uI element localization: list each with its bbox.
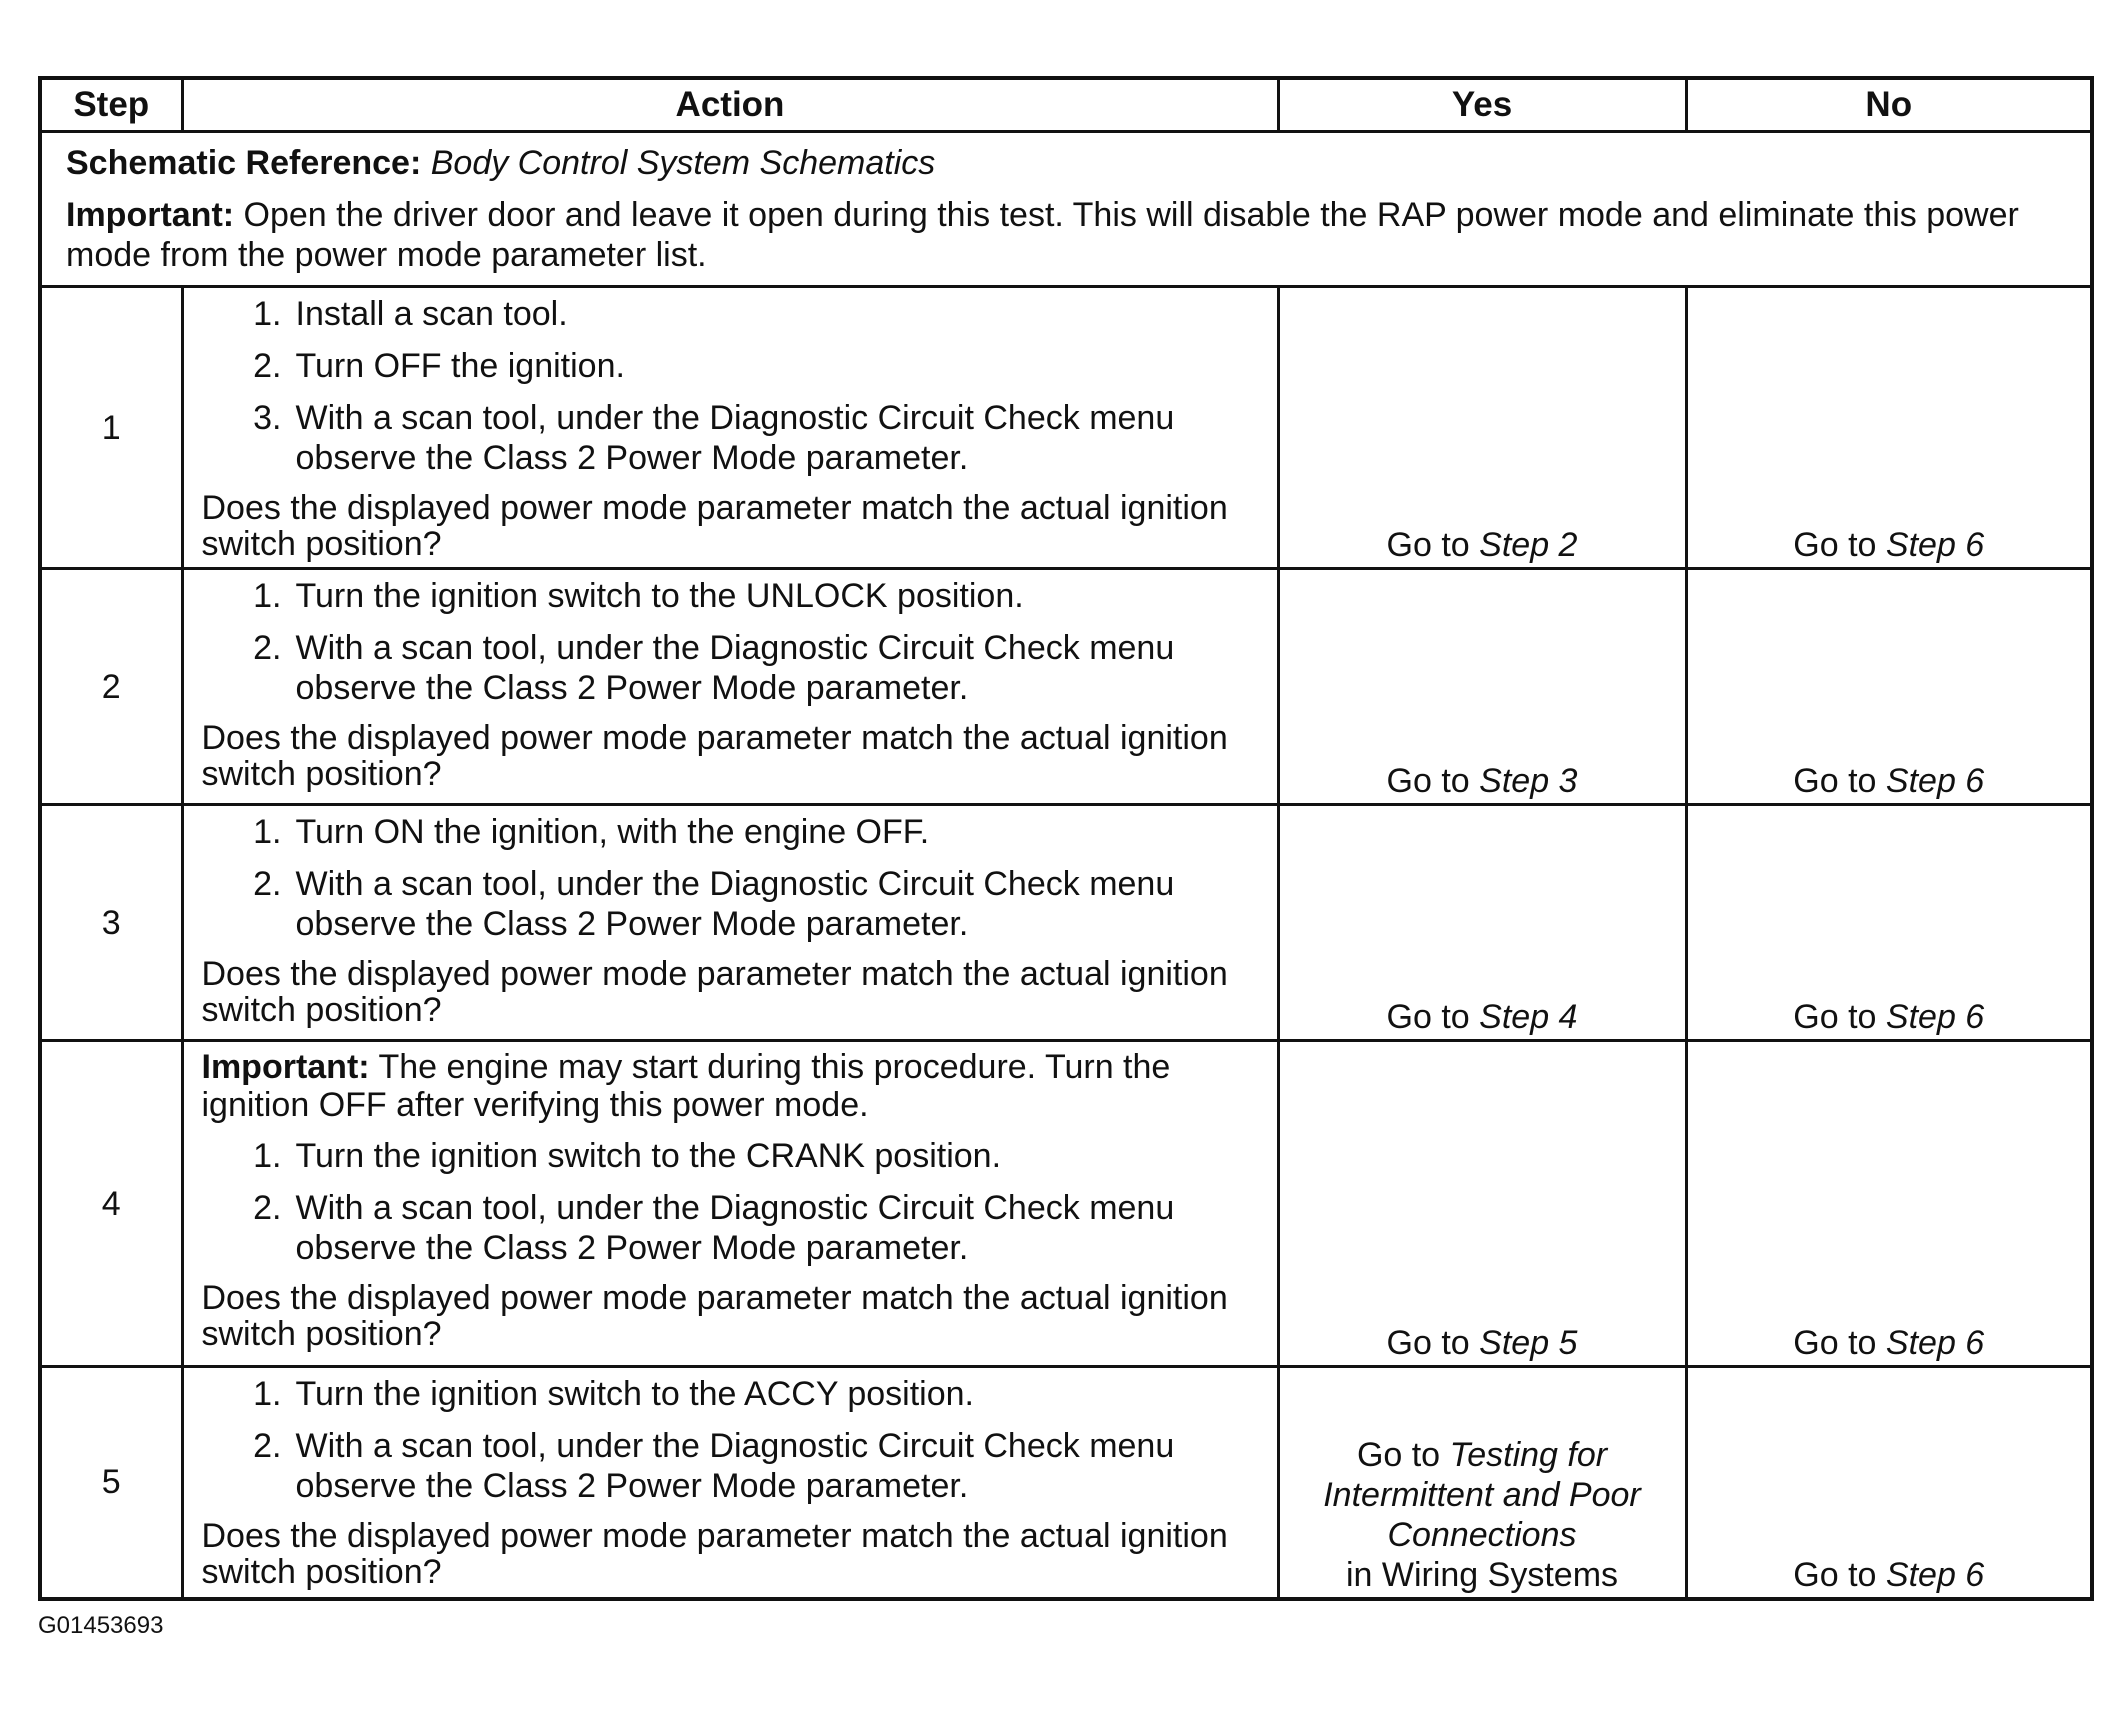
yes-goto-link[interactable]: Step 5 xyxy=(1479,1324,1578,1362)
step-number: 4 xyxy=(40,1041,182,1367)
action-item-number: 3. xyxy=(253,399,282,437)
yes-goto-link[interactable]: Step 4 xyxy=(1479,998,1578,1036)
no-cell xyxy=(1686,569,2092,805)
action-question: Does the displayed power mode parameter match the actual ignition switch position? xyxy=(201,1279,1228,1353)
header-step: Step xyxy=(40,78,182,132)
no-prefix: Go to xyxy=(1793,1555,1877,1594)
action-item-text: Turn OFF the ignition. xyxy=(295,347,625,385)
action-item xyxy=(202,346,1257,386)
header-row xyxy=(40,78,2092,132)
yes-prefix: Go to xyxy=(1386,762,1470,800)
step-row xyxy=(40,1041,2092,1367)
action-item-text: With a scan tool, under the Diagnostic Circuit Check menu observe the Class 2 Power Mode parameter. xyxy=(295,1189,1175,1267)
yes-prefix: Go to xyxy=(1386,998,1470,1036)
yes-cell xyxy=(1278,287,1686,569)
action-item-number: 1. xyxy=(253,577,282,615)
yes-cell xyxy=(1278,1041,1686,1367)
action-item-text: Install a scan tool. xyxy=(295,295,568,333)
action-item-number: 2. xyxy=(253,629,282,667)
reference-row xyxy=(40,132,2092,287)
yes-prefix: Go to xyxy=(1356,1435,1441,1474)
no-goto-link[interactable]: Step 6 xyxy=(1885,1324,1985,1362)
action-question: Does the displayed power mode parameter match the actual ignition switch position? xyxy=(201,955,1228,1029)
step-number: 3 xyxy=(40,805,182,1041)
action-item-text: Turn the ignition switch to the ACCY position. xyxy=(295,1375,974,1413)
no-cell xyxy=(1686,1367,2092,1599)
yes-cell xyxy=(1278,805,1686,1041)
action-question: Does the displayed power mode parameter match the actual ignition switch position? xyxy=(201,489,1228,563)
action-item-number: 2. xyxy=(253,1189,282,1227)
action-item-text: With a scan tool, under the Diagnostic Circuit Check menu observe the Class 2 Power Mode parameter. xyxy=(295,629,1175,707)
action-cell xyxy=(182,1041,1278,1367)
schematic-label: Schematic Reference: xyxy=(66,144,422,182)
action-item-text: Turn the ignition switch to the UNLOCK position. xyxy=(295,577,1024,615)
header-action: Action xyxy=(182,78,1278,132)
important-label: Important: xyxy=(66,196,235,234)
action-item-text: With a scan tool, under the Diagnostic Circuit Check menu observe the Class 2 Power Mode parameter. xyxy=(295,1427,1175,1505)
schematic-link[interactable]: Body Control System Schematics xyxy=(430,144,936,182)
action-item-number: 1. xyxy=(253,1137,282,1175)
action-item-number: 1. xyxy=(253,295,282,333)
action-question: Does the displayed power mode parameter match the actual ignition switch position? xyxy=(201,719,1228,793)
action-item-text: Turn ON the ignition, with the engine OFF. xyxy=(295,813,930,851)
step-number: 5 xyxy=(40,1367,182,1599)
no-goto-link[interactable]: Step 6 xyxy=(1885,526,1985,564)
action-cell xyxy=(182,1367,1278,1599)
no-prefix: Go to xyxy=(1793,762,1877,800)
action-cell xyxy=(182,805,1278,1041)
action-item-number: 1. xyxy=(253,1375,282,1413)
no-prefix: Go to xyxy=(1793,1324,1877,1362)
header-no: No xyxy=(1686,78,2092,132)
important-text: Open the driver door and leave it open during this test. This will disable the RAP power mode and eliminate this power mode from the power mode parameter list. xyxy=(66,196,2019,274)
action-item-number: 2. xyxy=(253,1427,282,1465)
step-number: 2 xyxy=(40,569,182,805)
action-item xyxy=(202,628,1257,708)
no-goto-link[interactable]: Step 6 xyxy=(1885,1555,1985,1594)
action-item-text: With a scan tool, under the Diagnostic Circuit Check menu observe the Class 2 Power Mode parameter. xyxy=(295,865,1175,943)
reference-cell xyxy=(40,132,2092,287)
no-cell xyxy=(1686,1041,2092,1367)
yes-suffix: in Wiring Systems xyxy=(1345,1555,1619,1594)
diagnostic-table xyxy=(38,76,2094,1601)
step-row xyxy=(40,1367,2092,1599)
action-item-number: 2. xyxy=(253,865,282,903)
action-item xyxy=(202,576,1257,616)
schematic-reference xyxy=(66,143,2066,183)
yes-goto-link[interactable]: Step 2 xyxy=(1479,526,1578,564)
action-important-note xyxy=(202,1048,1257,1124)
step-row xyxy=(40,805,2092,1041)
action-item-text: With a scan tool, under the Diagnostic Circuit Check menu observe the Class 2 Power Mode parameter. xyxy=(295,399,1175,477)
action-item xyxy=(202,398,1257,478)
yes-goto-link[interactable]: Step 3 xyxy=(1479,762,1578,800)
note-label: Important: xyxy=(201,1048,370,1086)
action-cell xyxy=(182,287,1278,569)
action-item xyxy=(202,864,1257,944)
action-cell xyxy=(182,569,1278,805)
step-number: 1 xyxy=(40,287,182,569)
no-goto-link[interactable]: Step 6 xyxy=(1885,998,1985,1036)
action-question: Does the displayed power mode parameter match the actual ignition switch position? xyxy=(201,1517,1228,1591)
yes-prefix: Go to xyxy=(1386,1324,1470,1362)
action-item xyxy=(202,1426,1257,1506)
no-cell xyxy=(1686,287,2092,569)
no-prefix: Go to xyxy=(1793,526,1877,564)
header-yes: Yes xyxy=(1278,78,1686,132)
action-item xyxy=(202,294,1257,334)
yes-cell xyxy=(1278,569,1686,805)
figure-id: G01453693 xyxy=(38,1612,164,1639)
yes-prefix: Go to xyxy=(1386,526,1470,564)
no-prefix: Go to xyxy=(1793,998,1877,1036)
action-item-text: Turn the ignition switch to the CRANK position. xyxy=(295,1137,1002,1175)
step-row xyxy=(40,287,2092,569)
no-goto-link[interactable]: Step 6 xyxy=(1885,762,1985,800)
action-item xyxy=(202,1374,1257,1414)
action-item-number: 1. xyxy=(253,813,282,851)
action-item xyxy=(202,1188,1257,1268)
action-item xyxy=(202,812,1257,852)
no-cell xyxy=(1686,805,2092,1041)
note-text: The engine may start during this procedure. Turn the ignition OFF after verifying this power mode. xyxy=(201,1048,1171,1124)
action-item-number: 2. xyxy=(253,347,282,385)
step-row xyxy=(40,569,2092,805)
yes-goto-link[interactable]: Testing for Intermittent and Poor Connections xyxy=(1323,1435,1641,1554)
important-note xyxy=(66,195,2066,275)
action-item xyxy=(202,1136,1257,1176)
yes-cell xyxy=(1278,1367,1686,1599)
